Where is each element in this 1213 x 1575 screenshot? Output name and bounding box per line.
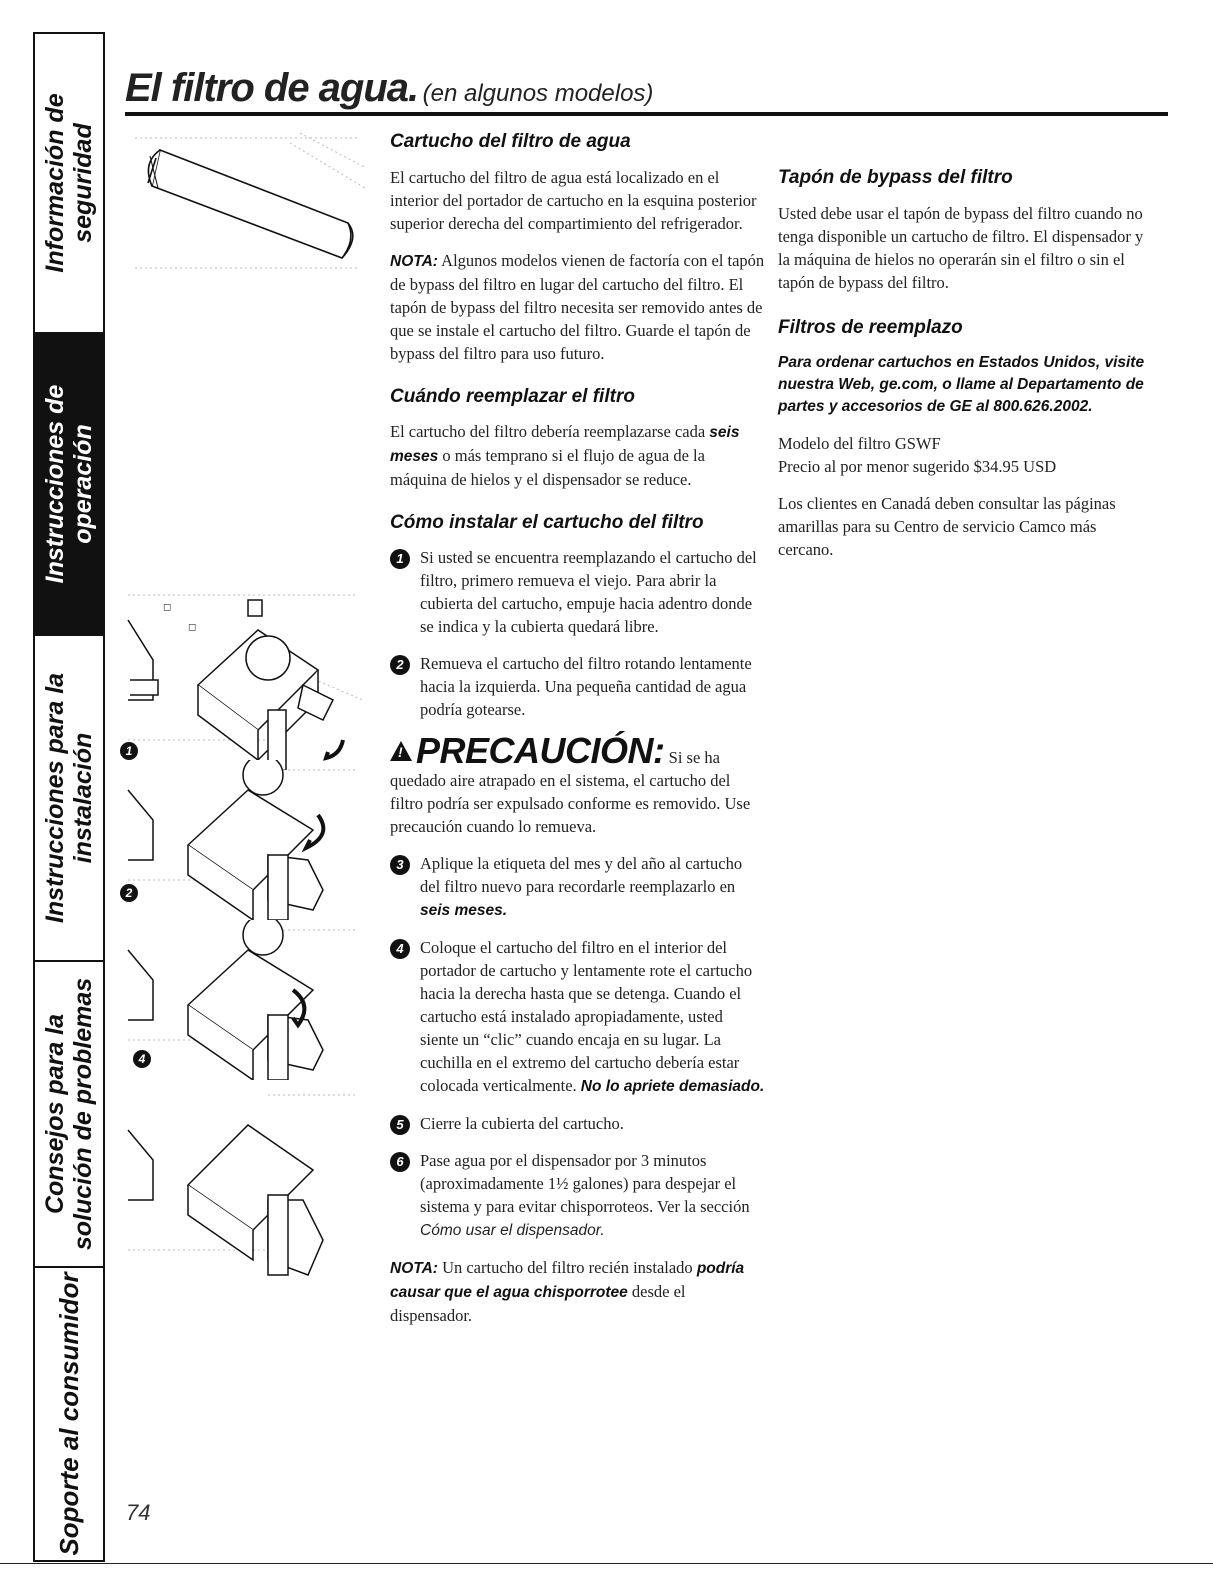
step-text: Pase agua por el dispensador por 3 minutos (aproximadamente 1½ galones) para despejar el sistema y para evitar chisporroteos. Ver la sección <box>420 1151 750 1216</box>
tab-installation-instructions[interactable] <box>35 636 103 962</box>
sidebar-tabs <box>33 32 105 1562</box>
tab-safety-information[interactable] <box>35 34 103 334</box>
note-text: Algunos modelos vienen de factoría con el tapón de bypass del filtro en lugar del cartucho del filtro. El tapón de bypass del filtro necesita ser removido antes de que se instale el cartucho del filtro. Guarde el tapón de bypass del filtro para uso futuro. <box>390 251 765 363</box>
step-number: 6 <box>390 1152 410 1172</box>
note-text: desde el dispensador. <box>390 1282 686 1325</box>
paragraph: El cartucho del filtro de agua está localizado en el interior del portador de cartucho en la esquina posterior superior derecha del compartimiento del refrigerador. <box>390 168 757 233</box>
install-step-4-illustration <box>118 920 368 1080</box>
tab-consumer-support[interactable] <box>35 1268 103 1560</box>
install-step-5 <box>390 1112 765 1135</box>
tab-label: Instrucciones para la instalación <box>41 672 97 924</box>
paragraph: Usted debe usar el tapón de bypass del filtro cuando no tenga disponible un cartucho de filtro. El dispensador y la máquina de hielos no operarán sin el filtro o sin el tapón de bypass del filtro. <box>778 204 1144 292</box>
canada-info: Los clientes en Canadá deben consultar las páginas amarillas para su Centro de servicio Camco más cercano. <box>778 494 1116 559</box>
page-number: 74 <box>126 1500 151 1525</box>
install-step-1 <box>390 546 765 638</box>
text: El cartucho del filtro debería reemplazarse cada <box>390 422 706 441</box>
tab-troubleshooting-tips[interactable] <box>35 962 103 1268</box>
svg-text:◻: ◻ <box>188 622 197 633</box>
note-text: Un cartucho del filtro recién instalado <box>442 1258 693 1277</box>
caution-lead: Si se ha <box>668 748 720 767</box>
note-paragraph <box>390 1256 765 1327</box>
figure-label-2: 2 <box>120 884 138 902</box>
step-number: 1 <box>390 549 410 569</box>
install-step-2 <box>390 652 765 721</box>
caution-label: !PRECAUCIÓN: <box>390 730 665 771</box>
note-paragraph <box>390 249 765 365</box>
tab-label: Soporte al consumidor <box>54 1272 84 1556</box>
svg-text:◻: ◻ <box>163 602 172 613</box>
emphasis: No lo apriete demasiado. <box>580 1078 765 1095</box>
section-heading: Cartucho del filtro de agua <box>390 131 631 152</box>
section-heading: Tapón de bypass del filtro <box>778 167 1013 188</box>
caution-text: quedado aire atrapado en el sistema, el cartucho del filtro podría ser expulsado conforme es removido. Use precaución cuando lo remueva. <box>390 771 751 836</box>
step-text: Remueva el cartucho del filtro rotando lentamente hacia la izquierda. Una pequeña cantidad de agua podría gotearse. <box>420 654 752 719</box>
step-number: 2 <box>390 655 410 675</box>
title-main: El filtro de agua. <box>125 66 419 110</box>
install-step-6 <box>390 1149 765 1242</box>
title-subtitle: (en algunos modelos) <box>422 80 654 107</box>
install-step-5-illustration <box>118 1090 368 1280</box>
paragraph <box>390 420 765 491</box>
emphasis: Cómo usar el dispensador. <box>420 1222 605 1239</box>
install-step-4 <box>390 936 765 1098</box>
install-step-3 <box>390 852 765 922</box>
figure-label-1: 1 <box>120 742 138 760</box>
text: o más temprano si el flujo de agua de la máquina de hielos y el dispensador se reduce. <box>390 446 705 489</box>
order-info: Para ordenar cartuchos en Estados Unidos, visite nuestra Web, ge.com, o llame al Departamento de partes y accesorios de GE al 800.626.2002. <box>778 354 1145 415</box>
emphasis: seis meses. <box>420 902 508 919</box>
caution-paragraph <box>390 730 765 838</box>
filter-cartridge-illustration <box>130 128 370 278</box>
tab-operating-instructions[interactable] <box>35 334 103 636</box>
figure-label-4: 4 <box>133 1050 151 1068</box>
step-number: 3 <box>390 855 410 875</box>
tab-label: Consejos para la solución de problemas <box>41 977 97 1251</box>
step-number: 4 <box>390 939 410 959</box>
main-column <box>390 130 765 1327</box>
emphasis: podría causar que el agua chisporrotee <box>390 1260 745 1301</box>
note-label: NOTA: <box>390 253 438 270</box>
section-heading: Cuándo reemplazar el filtro <box>390 386 635 407</box>
note-label: NOTA: <box>390 1260 438 1277</box>
page-title <box>125 66 653 111</box>
emphasis: seis meses <box>390 424 740 465</box>
section-heading: Cómo instalar el cartucho del filtro <box>390 512 704 533</box>
filter-model: Modelo del filtro GSWF <box>778 434 941 453</box>
step-text: Si usted se encuentra reemplazando el cartucho del filtro, primero remueva el viejo. Para abrir la cubierta del cartucho, empuje hacia adentro donde se indica y la cubierta quedará libre. <box>420 548 757 636</box>
warning-icon <box>390 741 412 761</box>
filter-price: Precio al por menor sugerido $34.95 USD <box>778 457 1057 476</box>
step-number: 5 <box>390 1115 410 1135</box>
install-step-1-illustration <box>118 590 368 770</box>
side-column <box>778 166 1148 561</box>
tab-label: Instrucciones de operación <box>41 384 97 584</box>
tab-label: Información de seguridad <box>41 93 97 273</box>
step-text: Aplique la etiqueta del mes y del año al cartucho del filtro nuevo para recordarle reemplazarlo en <box>420 854 743 896</box>
step-text: Coloque el cartucho del filtro en el interior del portador de cartucho y lentamente rote el cartucho hacia la derecha hasta que se detenga. Cuando el cartucho está instalado apropiadamente, usted siente un “clic” cuando encaja en su lugar. La cuchilla en el extremo del cartucho debería estar colocada verticalmente. <box>420 938 753 1095</box>
install-step-2-illustration <box>118 760 368 920</box>
bottom-rule <box>0 1563 1213 1564</box>
title-rule <box>125 112 1168 116</box>
section-heading: Filtros de reemplazo <box>778 317 963 338</box>
step-text: Cierre la cubierta del cartucho. <box>420 1114 624 1133</box>
